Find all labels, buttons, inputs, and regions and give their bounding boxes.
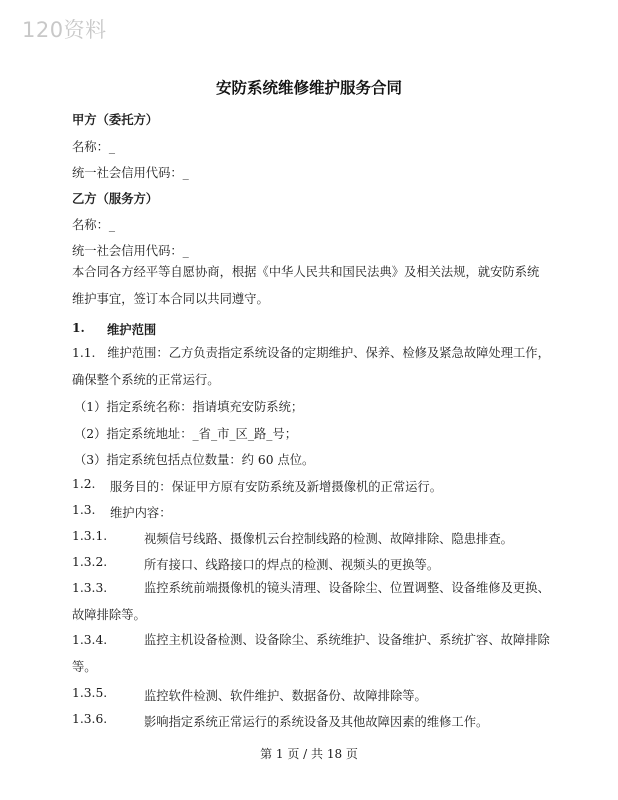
list-item-3: （3）指定系统包括点位数量：约 60 点位。 <box>74 453 315 467</box>
clause-number: 1.3.2. <box>72 555 108 569</box>
clause-number: 1.3.1. <box>72 529 108 543</box>
clause-1-3-3 <box>72 575 550 629</box>
clause-text: 服务目的：保证甲方原有安防系统及新增摄像机的正常运行。 <box>110 480 443 494</box>
clause-number: 1.3.3. <box>72 581 108 595</box>
clause-number: 1.3.5. <box>72 686 108 700</box>
party-b-heading: 乙方（服务方） <box>72 191 159 206</box>
clause-text: 维护范围：乙方负责指定系统设备的定期维护、保养、检修及紧急故障处理工作，确保整个系统的正常运行。 <box>72 346 550 387</box>
intro-paragraph: 本合同各方经平等自愿协商，根据《中华人民共和国民法典》及相关法规，就安防系统维护事宜，签订本合同以共同遵守。 <box>72 265 540 306</box>
clause-1-3-4 <box>72 627 550 681</box>
clause-text: 视频信号线路、摄像机云台控制线路的检测、故障排除、隐患排查。 <box>144 532 513 546</box>
clause-text: 维护内容： <box>110 506 172 520</box>
clause-1-1 <box>72 340 550 394</box>
clause-1-3-5 <box>72 686 427 703</box>
clause-text: 所有接口、线路接口的焊点的检测、视频头的更换等。 <box>144 558 440 572</box>
party-b-credit-code: 统一社会信用代码：_ <box>72 244 189 258</box>
clause-text: 监控软件检测、软件维护、数据备份、故障排除等。 <box>144 689 427 703</box>
section-1-heading <box>72 320 157 337</box>
clause-number: 1.1. <box>72 346 96 360</box>
list-item-1: （1）指定系统名称：指请填充安防系统； <box>74 400 304 414</box>
document-title: 安防系统维修维护服务合同 <box>215 78 402 97</box>
party-b-name: 名称：_ <box>72 218 116 232</box>
section-number: 1. <box>72 320 85 335</box>
clause-text: 影响指定系统正常运行的系统设备及其他故障因素的维修工作。 <box>144 715 489 729</box>
list-item-2: （2）指定系统地址：_省_市_区_路_号； <box>74 427 298 441</box>
clause-1-3-2 <box>72 555 440 572</box>
party-a-name: 名称：_ <box>72 140 116 154</box>
clause-1-3-6 <box>72 712 489 729</box>
page-footer: 第 1 页 / 共 18 页 <box>260 747 358 761</box>
clause-1-2 <box>72 477 443 494</box>
clause-number: 1.3. <box>72 503 96 517</box>
section-title: 维护范围 <box>107 322 157 337</box>
clause-number: 1.2. <box>72 477 96 491</box>
party-a-credit-code: 统一社会信用代码：_ <box>72 166 189 180</box>
watermark: 120资料 <box>22 18 107 42</box>
clause-number: 1.3.6. <box>72 712 108 726</box>
clause-number: 1.3.4. <box>72 633 108 647</box>
party-a-heading: 甲方（委托方） <box>72 112 159 127</box>
clause-1-3 <box>72 503 172 520</box>
clause-1-3-1 <box>72 529 513 546</box>
clause-text: 监控主机设备检测、设备除尘、系统维护、设备维护、系统扩容、故障排除等。 <box>72 633 550 674</box>
clause-text: 监控系统前端摄像机的镜头清理、设备除尘、位置调整、设备维修及更换、故障排除等。 <box>72 581 550 622</box>
